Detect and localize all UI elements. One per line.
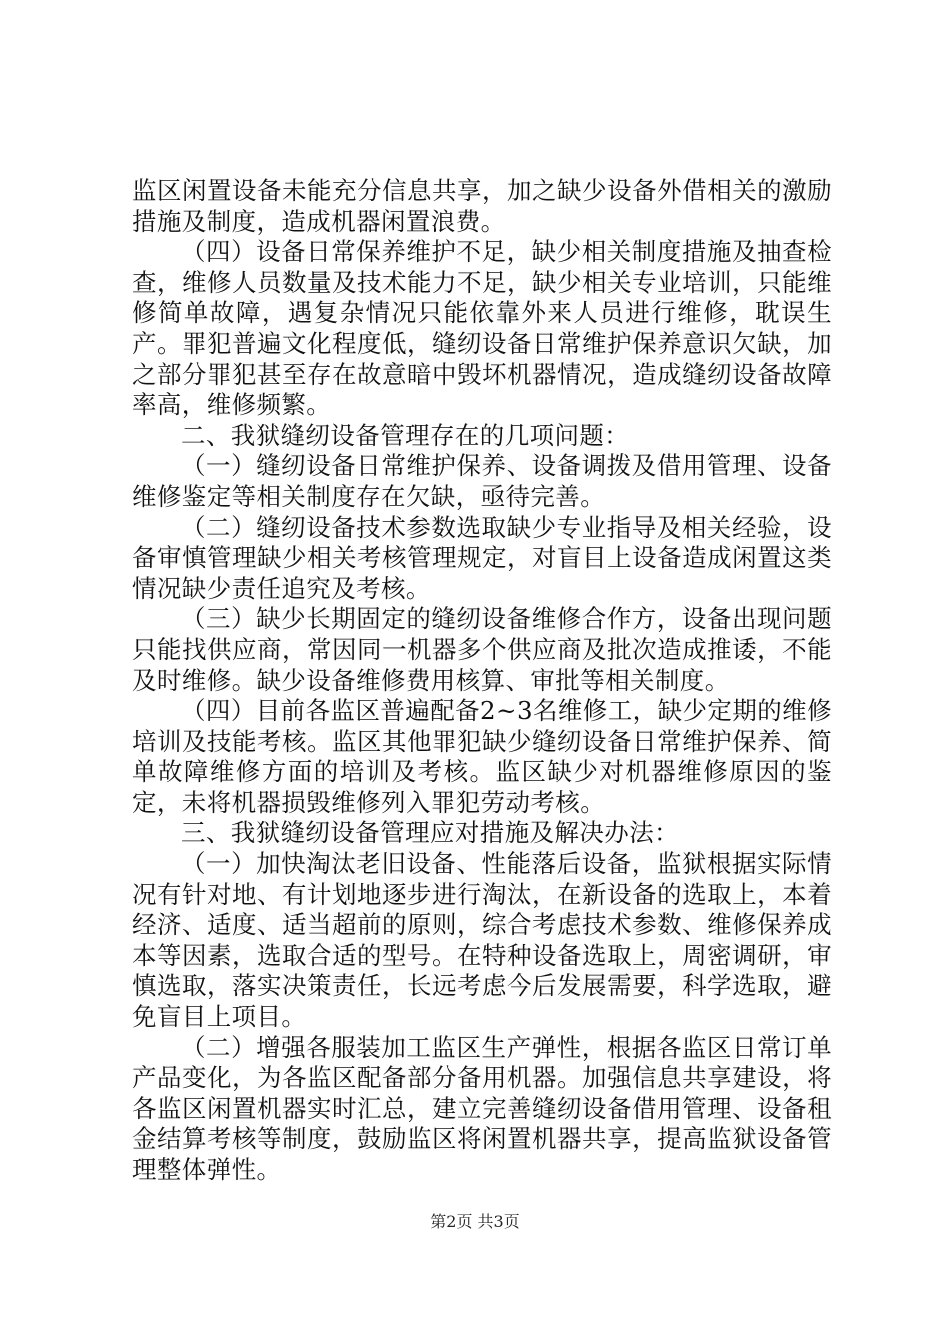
paragraph-solution-1: （一）加快淘汰老旧设备、性能落后设备，监狱根据实际情况有针对地、有计划地逐步进行淘汰，在新设备的选取上，本着经济、适度、适当超前的原则，综合考虑技术参数、维修保养成本等因素，选取合适的型号。在特种设备选取上，周密调研，审慎选取，落实决策责任，长远考虑今后发展需要，科学选取，避免盲目上项目。 — [132, 849, 832, 1032]
paragraph-problem-1: （一）缝纫设备日常维护保养、设备调拨及借用管理、设备维修鉴定等相关制度存在欠缺，亟待完善。 — [132, 451, 832, 511]
section-heading-problems: 二、我狱缝纫设备管理存在的几项问题： — [181, 420, 630, 450]
paragraph-solution-2: （二）增强各服装加工监区生产弹性，根据各监区日常订单产品变化，为各监区配备部分备用机器。加强信息共享建设，将各监区闲置机器实时汇总，建立完善缝纫设备借用管理、设备租金结算考核等制度，鼓励监区将闲置机器共享，提高监狱设备管理整体弹性。 — [132, 1032, 832, 1184]
page-footer: 第2页 共3页 — [430, 1212, 520, 1231]
section-heading-solutions: 三、我狱缝纫设备管理应对措施及解决办法： — [181, 818, 679, 848]
paragraph-maintenance-issues: （四）设备日常保养维护不足，缺少相关制度措施及抽查检查，维修人员数量及技术能力不足，缺少相关专业培训，只能维修简单故障，遇复杂情况只能依靠外来人员进行维修，耽误生产。罪犯普遍文化程度低，缝纫设备日常维护保养意识欠缺，加之部分罪犯甚至存在故意暗中毁坏机器情况，造成缝纫设备故障率高，维修频繁。 — [132, 237, 832, 420]
paragraph-problem-4: （四）目前各监区普遍配备2~3名维修工，缺少定期的维修培训及技能考核。监区其他罪犯缺少缝纫设备日常维护保养、简单故障维修方面的培训及考核。监区缺少对机器维修原因的鉴定，未将机器损毁维修列入罪犯劳动考核。 — [132, 696, 832, 817]
paragraph-problem-3: （三）缺少长期固定的缝纫设备维修合作方，设备出现问题只能找供应商，常因同一机器多个供应商及批次造成推诿，不能及时维修。缺少设备维修费用核算、审批等相关制度。 — [132, 604, 832, 695]
paragraph-continuation: 监区闲置设备未能充分信息共享，加之缺少设备外借相关的激励措施及制度，造成机器闲置浪费。 — [132, 176, 832, 236]
paragraph-problem-2: （二）缝纫设备技术参数选取缺少专业指导及相关经验，设备审慎管理缺少相关考核管理规定，对盲目上设备造成闲置这类情况缺少责任追究及考核。 — [132, 512, 832, 603]
document-body — [132, 176, 832, 1186]
